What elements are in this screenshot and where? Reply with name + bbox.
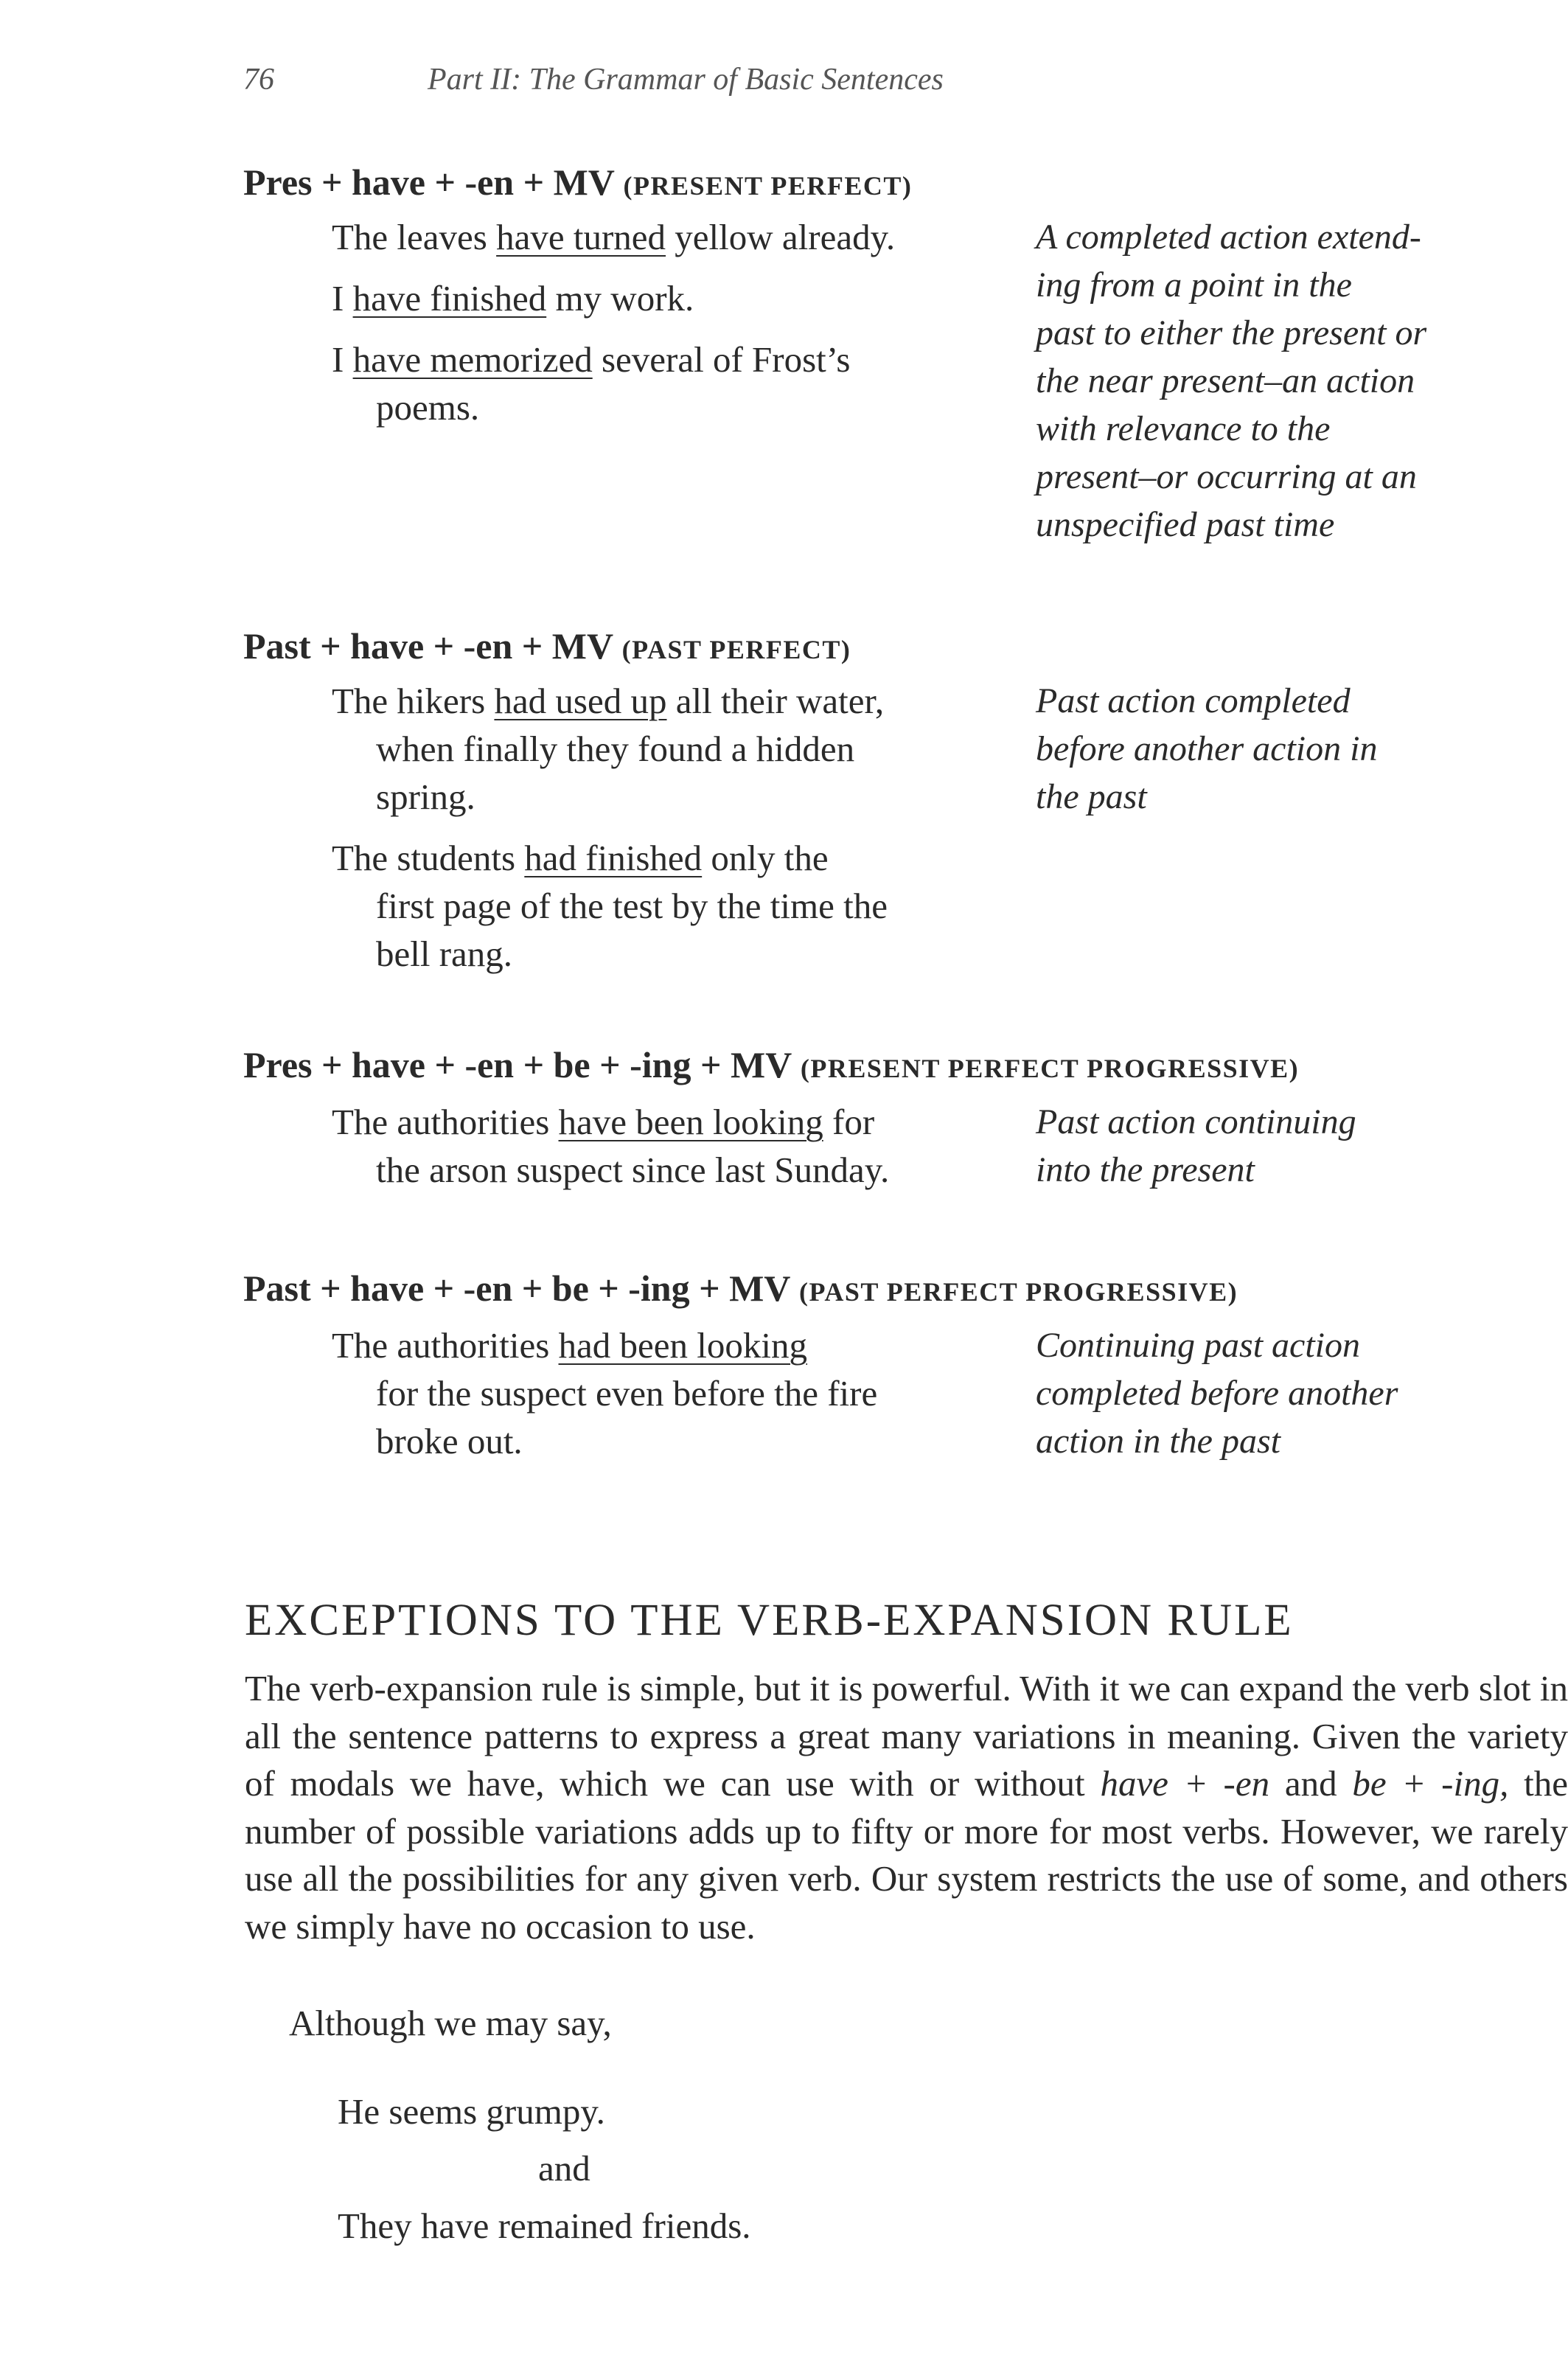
formula-present-perfect	[243, 161, 912, 204]
example-line: when finally they found a hidden	[376, 729, 855, 769]
formula-label: (PAST PERFECT PROGRESSIVE)	[799, 1277, 1238, 1307]
usage-note: A completed action extend- ing from a point in the past to either the present or the near present–an action with relevance to the present–or occurring at an unspecified past time	[1036, 218, 1427, 544]
usage-note: Past action continuing into the present	[1036, 1102, 1356, 1189]
formula-text: Pres + have + -en + MV	[243, 161, 615, 203]
example-line: first page of the test by the time the	[376, 886, 888, 926]
example-sentence: They have remained friends.	[338, 2205, 751, 2246]
formula-present-perfect-progressive	[243, 1043, 1299, 1086]
running-title: Part II: The Grammar of Basic Sentences	[428, 63, 944, 97]
usage-note: Continuing past action completed before another action in the past	[1036, 1326, 1398, 1461]
page-number: 76	[243, 63, 274, 97]
formula-text: Past + have + -en + be + -ing + MV	[243, 1268, 790, 1309]
example-line: The leaves have turned yellow already.	[332, 217, 896, 257]
example-line: The hikers had used up all their water,	[332, 681, 885, 721]
formula-label: (PRESENT PERFECT PROGRESSIVE)	[800, 1054, 1300, 1083]
formula-label: (PAST PERFECT)	[621, 635, 851, 664]
example-line: The students had finished only the	[332, 838, 829, 878]
example-line: The authorities had been looking	[332, 1325, 808, 1366]
example-block	[332, 213, 895, 431]
formula-past-perfect	[243, 625, 851, 667]
conjunction-text: and	[538, 2148, 590, 2189]
example-line: bell rang.	[376, 934, 513, 974]
formula-past-perfect-progressive	[243, 1267, 1238, 1310]
formula-label: (PRESENT PERFECT)	[623, 171, 913, 201]
example-block	[332, 1321, 877, 1465]
formula-text: Pres + have + -en + be + -ing + MV	[243, 1044, 792, 1085]
example-sentence: He seems grumpy.	[338, 2091, 605, 2132]
usage-note: Past action completed before another action in the past	[1036, 681, 1378, 816]
example-line: the arson suspect since last Sunday.	[376, 1150, 890, 1190]
example-line: I have finished my work.	[332, 278, 694, 319]
formula-text: Past + have + -en + MV	[243, 625, 613, 667]
example-line: for the suspect even before the fire	[376, 1373, 878, 1414]
example-line: broke out.	[376, 1421, 523, 1461]
example-block	[332, 677, 888, 978]
body-paragraph: The verb-expansion rule is simple, but it is powerful. With it we can expand the verb slot in all the sentence patterns to express a great many variations in meaning. Given the variety of modals we have, which we can use with or without have + -en and be + -ing, the number of possible variations adds up to fifty or more for most verbs. However, we rarely use all the possibilities for any given verb. Our system restricts the use of some, and others we simply have no occasion to use.	[245, 1668, 1568, 1947]
section-heading: EXCEPTIONS TO THE VERB-EXPANSION RULE	[245, 1596, 1294, 1645]
example-line: The authorities have been looking for	[332, 1102, 875, 1142]
example-line: I have memorized several of Frost’s	[332, 339, 851, 380]
body-paragraph: Although we may say,	[289, 2003, 612, 2043]
example-line: poems.	[376, 387, 480, 428]
example-block	[332, 1098, 889, 1194]
example-line: spring.	[376, 776, 475, 817]
